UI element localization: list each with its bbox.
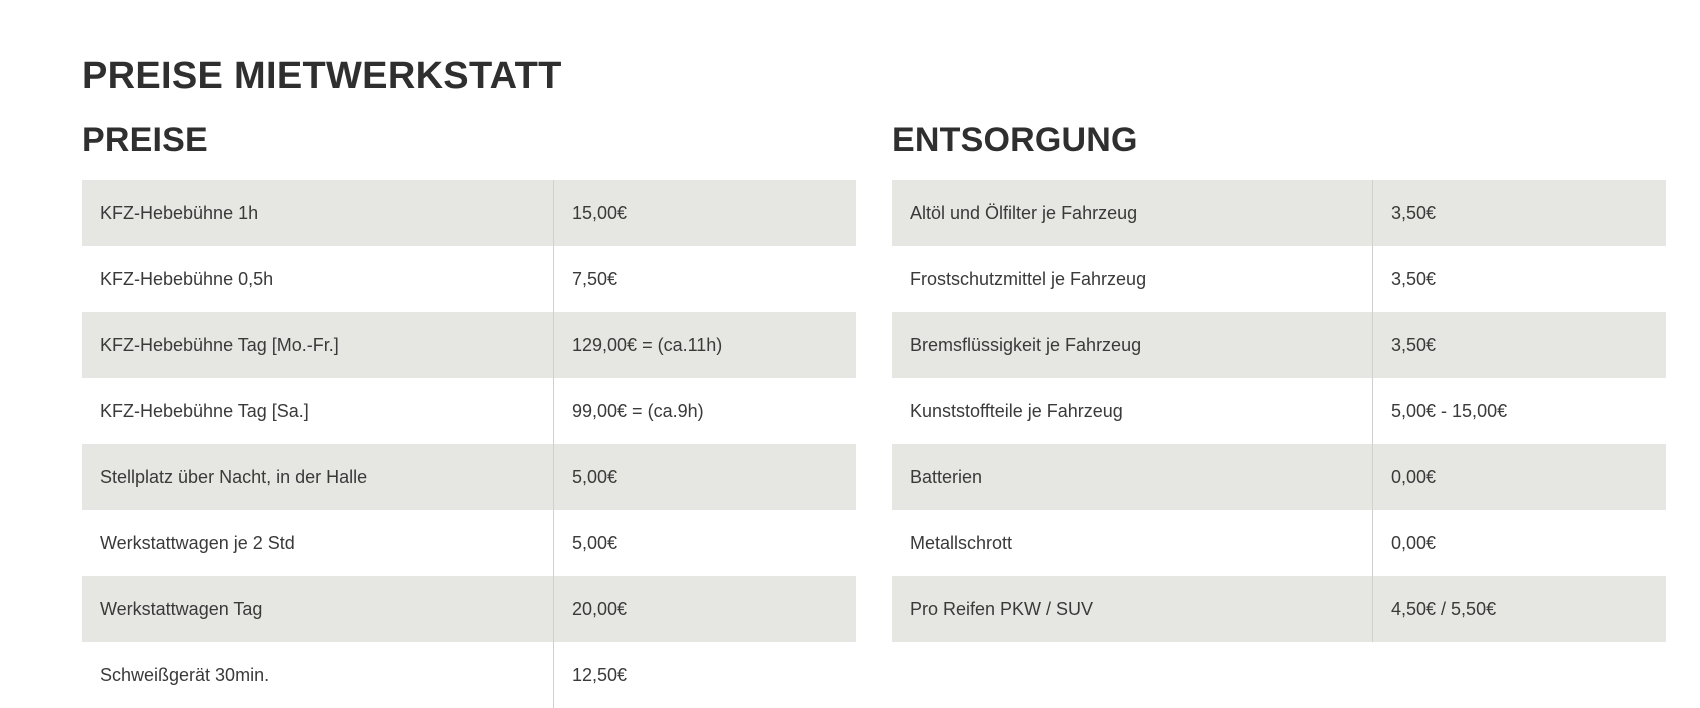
row-label: Werkstattwagen Tag xyxy=(100,598,263,619)
row-label: KFZ-Hebebühne 1h xyxy=(100,202,259,223)
table-row xyxy=(892,510,1666,576)
table-row xyxy=(892,576,1666,642)
row-price: 0,00€ xyxy=(1372,510,1666,576)
table-row xyxy=(892,378,1666,444)
row-label: KFZ-Hebebühne 0,5h xyxy=(100,268,274,289)
row-label: KFZ-Hebebühne Tag [Mo.-Fr.] xyxy=(100,334,339,355)
row-price: 0,00€ xyxy=(1372,444,1666,510)
table-row xyxy=(892,444,1666,510)
row-label: Pro Reifen PKW / SUV xyxy=(910,598,1094,619)
entsorgung-table xyxy=(892,180,1666,642)
row-price: 7,50€ xyxy=(553,246,856,312)
row-price: 20,00€ xyxy=(553,576,856,642)
row-price: 5,00€ xyxy=(553,444,856,510)
table-row xyxy=(82,180,856,246)
row-label: KFZ-Hebebühne Tag [Sa.] xyxy=(100,400,309,421)
table-row xyxy=(82,444,856,510)
row-label: Schweißgerät 30min. xyxy=(100,664,270,685)
row-price: 129,00€ = (ca.11h) xyxy=(553,312,856,378)
table-row xyxy=(892,246,1666,312)
page-title: PREISE MIETWERKSTATT xyxy=(82,55,562,97)
table-row xyxy=(892,180,1666,246)
table-row xyxy=(82,378,856,444)
row-price: 4,50€ / 5,50€ xyxy=(1372,576,1666,642)
row-label: Kunststoffteile je Fahrzeug xyxy=(910,400,1123,421)
row-label: Werkstattwagen je 2 Std xyxy=(100,532,295,553)
row-label: Metallschrott xyxy=(910,532,1013,553)
preise-title: PREISE xyxy=(82,121,208,159)
row-label: Frostschutzmittel je Fahrzeug xyxy=(910,268,1147,289)
row-label: Batterien xyxy=(910,466,983,487)
row-label: Bremsflüssigkeit je Fahrzeug xyxy=(910,334,1142,355)
preise-section xyxy=(82,117,856,708)
table-row xyxy=(82,510,856,576)
entsorgung-title: ENTSORGUNG xyxy=(892,121,1138,159)
table-row xyxy=(82,576,856,642)
table-row xyxy=(82,312,856,378)
row-price: 3,50€ xyxy=(1372,312,1666,378)
table-row xyxy=(892,312,1666,378)
entsorgung-section xyxy=(892,117,1666,642)
preise-table xyxy=(82,180,856,708)
row-price: 3,50€ xyxy=(1372,180,1666,246)
row-price: 3,50€ xyxy=(1372,246,1666,312)
row-price: 5,00€ xyxy=(553,510,856,576)
table-row xyxy=(82,246,856,312)
row-price: 15,00€ xyxy=(553,180,856,246)
row-label: Stellplatz über Nacht, in der Halle xyxy=(100,466,368,487)
row-price: 5,00€ - 15,00€ xyxy=(1372,378,1666,444)
row-price: 12,50€ xyxy=(553,642,856,708)
row-price: 99,00€ = (ca.9h) xyxy=(553,378,856,444)
table-row xyxy=(82,642,856,708)
row-label: Altöl und Ölfilter je Fahrzeug xyxy=(910,202,1138,223)
